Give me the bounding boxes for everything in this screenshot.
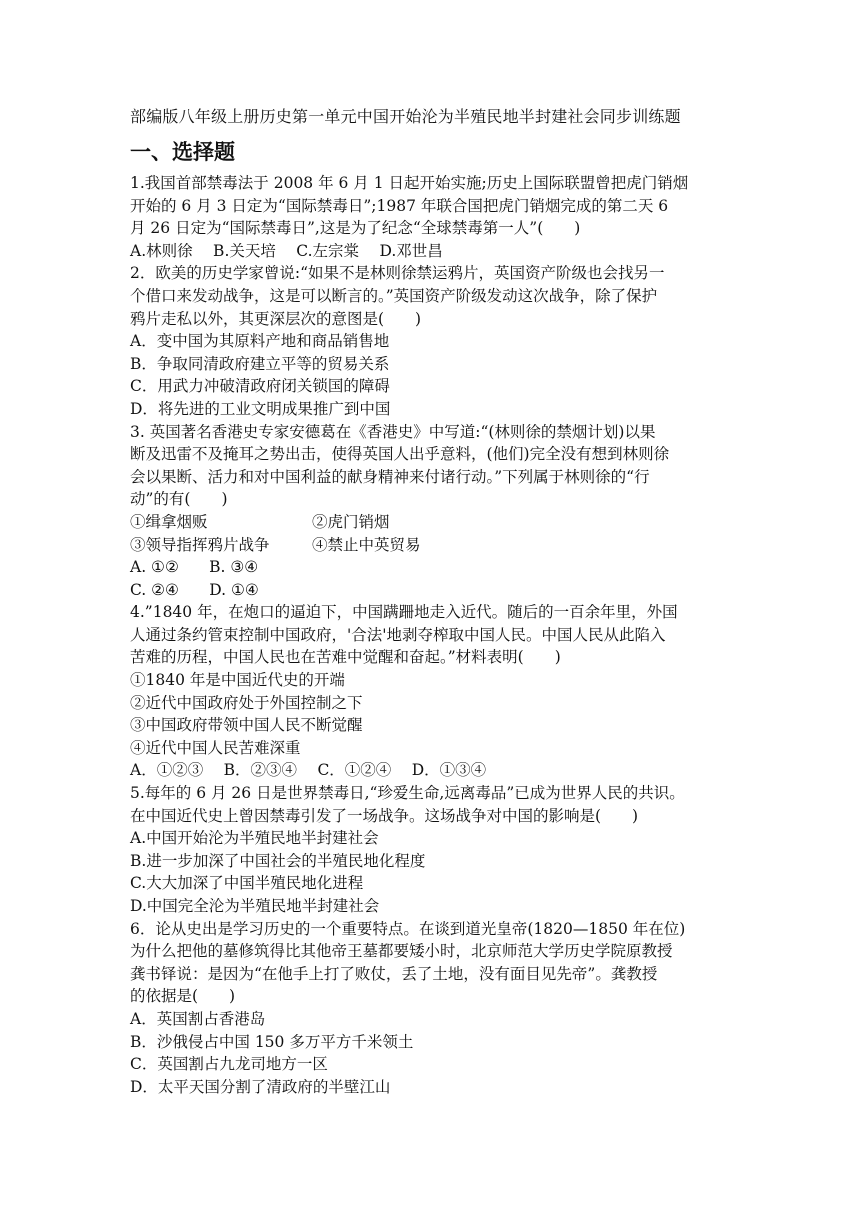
question-5 bbox=[130, 782, 730, 918]
statement-row bbox=[130, 534, 730, 557]
statement-item: ③中国政府带领中国人民不断觉醒 bbox=[130, 716, 363, 735]
answer-option-b: B．沙俄侵占中国 150 多万平方千米领土 bbox=[130, 1032, 414, 1051]
answer-option-a: A.中国开始沦为半殖民地半封建社会 bbox=[130, 829, 379, 848]
question-stem-line: 动”的有( ) bbox=[130, 490, 228, 509]
document-title: 部编版八年级上册历史第一单元中国开始沦为半殖民地半封建社会同步训练题 bbox=[130, 107, 681, 126]
answer-option-c: C．英国割占九龙司地方一区 bbox=[130, 1055, 328, 1074]
answer-option-a: A．变中国为其原料产地和商品销售地 bbox=[130, 332, 390, 351]
statement-item: ①1840 年是中国近代史的开端 bbox=[130, 671, 345, 690]
section-heading: 一、选择题 bbox=[130, 140, 235, 164]
question-stem-line: 6．论从史出是学习历史的一个重要特点。在谈到道光皇帝(1820—1850 年在位) bbox=[130, 919, 686, 938]
question-stem-line: 的依据是( ) bbox=[130, 987, 236, 1006]
question-stem-line: 会以果断、活力和对中国利益的献身精神来付诸行动。”下列属于林则徐的“行 bbox=[130, 467, 650, 486]
question-stem-line: 断及迅雷不及掩耳之势出击，使得英国人出乎意料，(他们)完全没有想到林则徐 bbox=[130, 445, 670, 464]
question-stem-line: 为什么把他的墓修筑得比其他帝王墓都要矮小时，北京师范大学历史学院原教授 bbox=[130, 942, 673, 961]
answer-option-c: C.大大加深了中国半殖民地化进程 bbox=[130, 874, 364, 893]
answer-options: C. ②④ D. ①④ bbox=[130, 580, 259, 599]
question-stem-line: 开始的 6 月 3 日定为“国际禁毒日”;1987 年联合国把虎门销烟完成的第二天 6 bbox=[130, 196, 669, 215]
question-3 bbox=[130, 421, 730, 602]
answer-option-a: A．英国割占香港岛 bbox=[130, 1009, 266, 1028]
question-stem-line: 人通过条约管束控制中国政府，'合法'地剥夺榨取中国人民。中国人民从此陷入 bbox=[130, 625, 666, 644]
answer-options: A.林则徐 B.关天培 C.左宗棠 D.邓世昌 bbox=[130, 241, 443, 260]
answer-option-d: D．太平天国分割了清政府的半壁江山 bbox=[130, 1077, 391, 1096]
answer-option-d: D．将先进的工业文明成果推广到中国 bbox=[130, 399, 391, 418]
question-stem-line: 5.每年的 6 月 26 日是世界禁毒日,“珍爱生命,远离毒品”已成为世界人民的共识。 bbox=[130, 784, 685, 803]
statement-item: ①缉拿烟贩 bbox=[130, 512, 208, 531]
statement-item: ③领导指挥鸦片战争 bbox=[130, 535, 270, 554]
question-stem-line: 苦难的历程，中国人民也在苦难中觉醒和奋起。”材料表明( ) bbox=[130, 648, 561, 667]
question-4 bbox=[130, 601, 730, 782]
question-6 bbox=[130, 918, 730, 1099]
question-stem-line: 3. 英国著名香港史专家安德葛在《香港史》中写道:“(林则徐的禁烟计划)以果 bbox=[130, 422, 656, 441]
answer-options: A. ①② B. ③④ bbox=[130, 558, 259, 577]
answer-option-c: C．用武力冲破清政府闭关锁国的障碍 bbox=[130, 377, 390, 396]
question-stem-line: 个借口来发动战争，这是可以断言的。”英国资产阶级发动这次战争，除了保护 bbox=[130, 286, 658, 305]
statement-item: ②虎门销烟 bbox=[312, 512, 390, 531]
question-stem-line: 龚书铎说：是因为“在他手上打了败仗，丢了土地，没有面目见先帝”。龚教授 bbox=[130, 964, 658, 983]
statement-item: ④禁止中英贸易 bbox=[312, 535, 421, 554]
question-stem-line: 4.”1840 年，在炮口的逼迫下，中国蹒跚地走入近代。随后的一百余年里，外国 bbox=[130, 603, 678, 622]
answer-option-b: B．争取同清政府建立平等的贸易关系 bbox=[130, 354, 390, 373]
question-stem-line: 月 26 日定为“国际禁毒日”,这是为了纪念“全球禁毒第一人”( ) bbox=[130, 219, 581, 238]
answer-options: A．①②③ B．②③④ C．①②④ D．①③④ bbox=[130, 761, 487, 780]
answer-option-b: B.进一步加深了中国社会的半殖民地化程度 bbox=[130, 851, 426, 870]
question-list bbox=[130, 172, 730, 1098]
statement-item: ④近代中国人民苦难深重 bbox=[130, 738, 301, 757]
question-2 bbox=[130, 262, 730, 420]
answer-option-d: D.中国完全沦为半殖民地半封建社会 bbox=[130, 897, 380, 915]
question-stem-line: 2．欧美的历史学家曾说:“如果不是林则徐禁运鸦片，英国资产阶级也会找另一 bbox=[130, 264, 665, 283]
question-stem-line: 在中国近代史上曾因禁毒引发了一场战争。这场战争对中国的影响是( ) bbox=[130, 806, 639, 825]
question-stem-line: 鸦片走私以外，其更深层次的意图是( ) bbox=[130, 309, 422, 328]
question-stem-line: 1.我国首部禁毒法于 2008 年 6 月 1 日起开始实施;历史上国际联盟曾把虎门销烟 bbox=[130, 174, 689, 192]
question-1 bbox=[130, 172, 730, 262]
statement-item: ②近代中国政府处于外国控制之下 bbox=[130, 693, 363, 712]
statement-row bbox=[130, 511, 730, 534]
